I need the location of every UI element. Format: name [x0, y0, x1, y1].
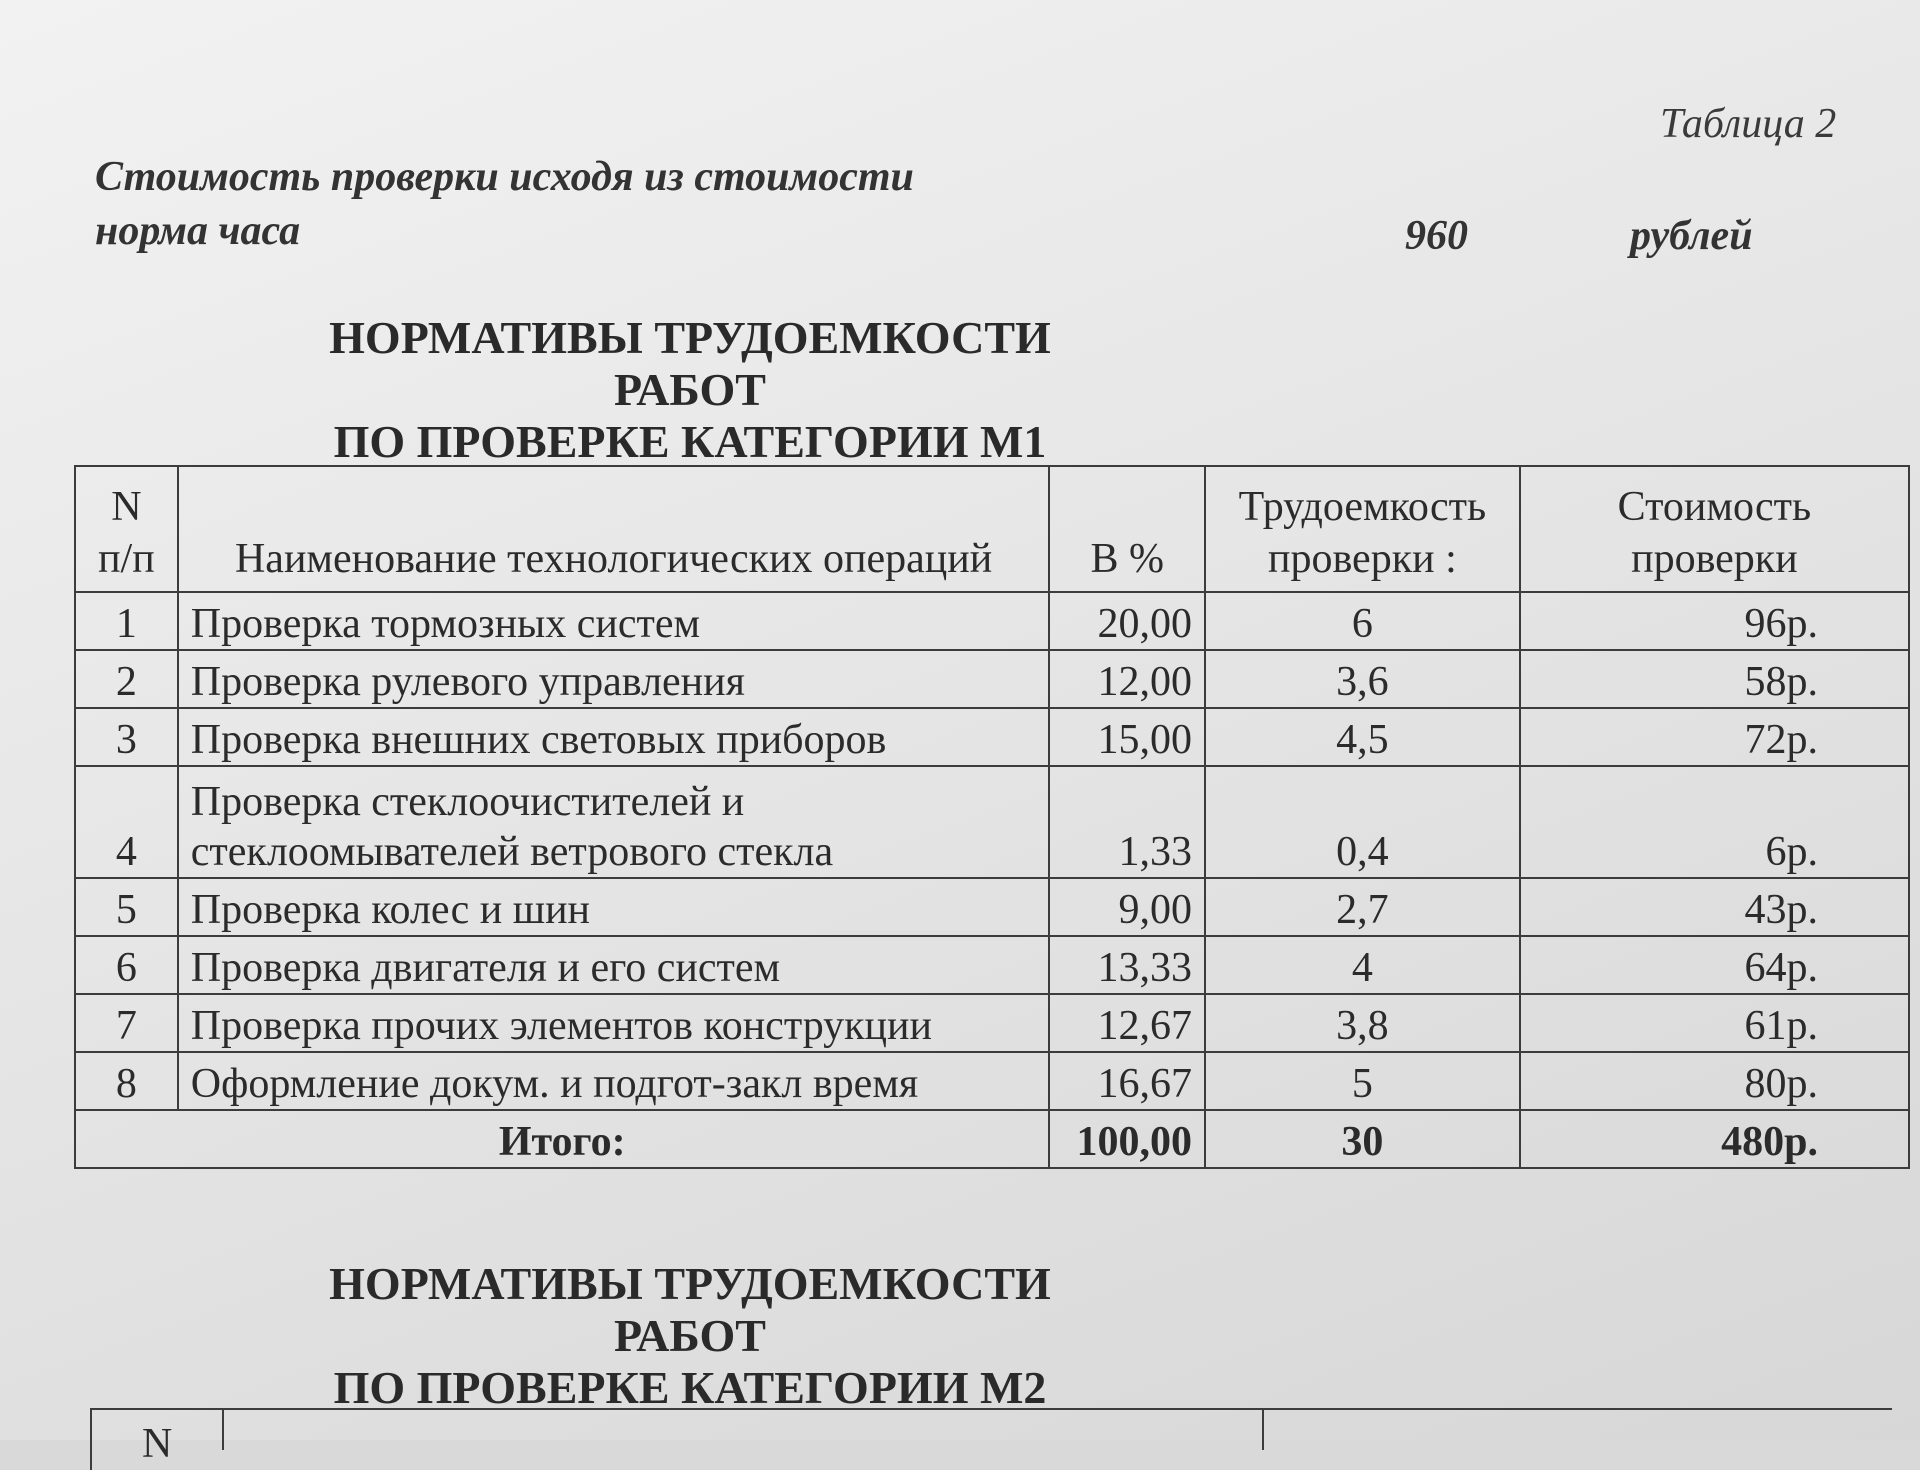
total-label: Итого:	[75, 1110, 1049, 1168]
row-num: 3	[75, 708, 178, 766]
title-line: РАБОТ	[614, 364, 766, 415]
header-labor-line-1: Трудоемкость	[1238, 484, 1487, 530]
row-labor: 2,7	[1205, 878, 1520, 936]
row-cost: 6р.	[1520, 766, 1909, 878]
header-pct: В %	[1049, 466, 1205, 592]
table-row	[75, 1052, 1909, 1110]
row-name: Проверка рулевого управления	[178, 650, 1050, 708]
row-num: 4	[75, 766, 178, 878]
row-cost: 61р.	[1520, 994, 1909, 1052]
cost-basis-line-1: Стоимость проверки исходя из стоимости	[95, 154, 914, 200]
section-title-m2	[240, 1258, 1140, 1414]
norms-table-m1	[74, 465, 1910, 1169]
row-labor: 6	[1205, 592, 1520, 650]
table-row	[75, 878, 1909, 936]
hour-rate-unit: рублей	[1630, 213, 1753, 259]
row-labor: 4	[1205, 936, 1520, 994]
table-row	[75, 708, 1909, 766]
header-num-line-2: п/п	[98, 536, 155, 582]
total-labor: 30	[1205, 1110, 1520, 1168]
table-number-label: Таблица 2	[1660, 101, 1837, 147]
total-row	[75, 1110, 1909, 1168]
norms-table-m2-partial	[90, 1408, 1892, 1470]
row-name	[178, 766, 1050, 878]
row-cost: 43р.	[1520, 878, 1909, 936]
row-pct: 12,00	[1049, 650, 1205, 708]
row-num: 1	[75, 592, 178, 650]
header-labor	[1205, 466, 1520, 592]
row-labor: 4,5	[1205, 708, 1520, 766]
row-num: 2	[75, 650, 178, 708]
table-row	[75, 994, 1909, 1052]
row-pct: 12,67	[1049, 994, 1205, 1052]
row-name: Проверка тормозных систем	[178, 592, 1050, 650]
row-pct: 15,00	[1049, 708, 1205, 766]
table-row	[75, 936, 1909, 994]
row-cost: 96р.	[1520, 592, 1909, 650]
row-pct: 16,67	[1049, 1052, 1205, 1110]
row-num: 8	[75, 1052, 178, 1110]
row-cost: 64р.	[1520, 936, 1909, 994]
column-divider	[222, 1410, 224, 1450]
cost-basis-text	[95, 150, 914, 258]
row-cost: 58р.	[1520, 650, 1909, 708]
row-name: Проверка внешних световых приборов	[178, 708, 1050, 766]
title-line: РАБОТ	[614, 1310, 766, 1361]
section-title-m1	[240, 312, 1140, 468]
table-row	[75, 650, 1909, 708]
row-pct: 20,00	[1049, 592, 1205, 650]
table-row	[75, 766, 1909, 878]
row-pct: 1,33	[1049, 766, 1205, 878]
table-header-row	[75, 466, 1909, 592]
row-cost: 72р.	[1520, 708, 1909, 766]
total-cost: 480р.	[1520, 1110, 1909, 1168]
row-labor: 3,6	[1205, 650, 1520, 708]
header-cost	[1520, 466, 1909, 592]
header-cost-line-2: проверки	[1631, 536, 1798, 582]
header-name: Наименование технологических операций	[178, 466, 1050, 592]
title-line: ПО ПРОВЕРКЕ КАТЕГОРИИ М1	[333, 416, 1047, 467]
row-labor: 0,4	[1205, 766, 1520, 878]
table-row	[75, 592, 1909, 650]
header-cost-line-1: Стоимость	[1617, 484, 1812, 530]
row-num: 7	[75, 994, 178, 1052]
header-num-line-1: N	[111, 484, 142, 530]
row-name: Оформление докум. и подгот-закл время	[178, 1052, 1050, 1110]
row-name-line-2: стеклоомывателей ветрового стекла	[190, 829, 834, 875]
header-labor-line-2: проверки :	[1268, 536, 1457, 582]
header-num	[75, 466, 178, 592]
hour-rate-value: 960	[1405, 213, 1468, 259]
column-divider	[1262, 1410, 1264, 1450]
row-name: Проверка двигателя и его систем	[178, 936, 1050, 994]
row-num: 6	[75, 936, 178, 994]
title-line: НОРМАТИВЫ ТРУДОЕМКОСТИ	[329, 312, 1051, 363]
total-pct: 100,00	[1049, 1110, 1205, 1168]
title-line: ПО ПРОВЕРКЕ КАТЕГОРИИ М2	[333, 1362, 1047, 1413]
m2-header-num: N	[142, 1421, 173, 1467]
row-pct: 9,00	[1049, 878, 1205, 936]
title-line: НОРМАТИВЫ ТРУДОЕМКОСТИ	[329, 1258, 1051, 1309]
row-labor: 5	[1205, 1052, 1520, 1110]
row-name: Проверка колес и шин	[178, 878, 1050, 936]
row-pct: 13,33	[1049, 936, 1205, 994]
row-num: 5	[75, 878, 178, 936]
row-name-line-1: Проверка стеклоочистителей и	[190, 779, 745, 825]
row-cost: 80р.	[1520, 1052, 1909, 1110]
row-name: Проверка прочих элементов конструкции	[178, 994, 1050, 1052]
cost-basis-line-2: норма часа	[95, 208, 301, 254]
row-labor: 3,8	[1205, 994, 1520, 1052]
